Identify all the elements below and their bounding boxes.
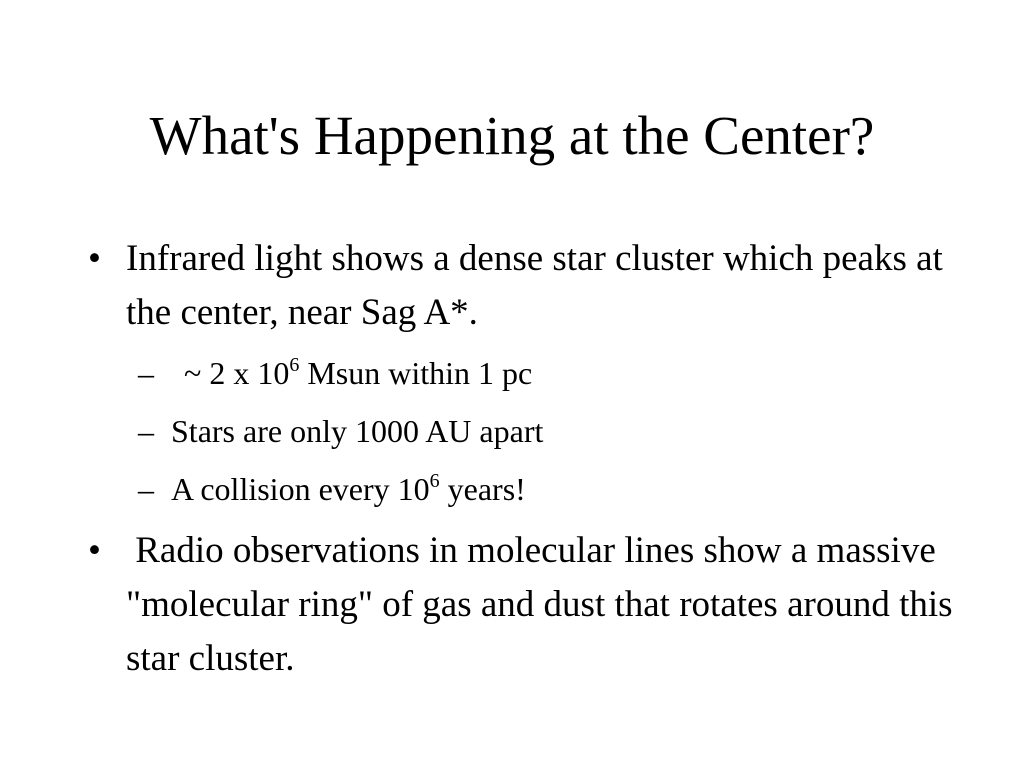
slide-title: What's Happening at the Center? <box>149 105 875 166</box>
sub-item-text <box>171 471 526 507</box>
sub-bullet-list <box>86 344 966 518</box>
sub-item-text <box>184 355 532 391</box>
bullet-item-radio <box>86 524 966 686</box>
sub-item-text: Stars are only 1000 AU apart <box>171 413 544 449</box>
bullet-text: Radio observations in molecular lines show a massive "molecular ring" of gas and dust that rotates around this star cluster. <box>126 530 962 679</box>
sub-item-text-before: ~ 2 x 10 <box>184 355 290 391</box>
sub-list-container <box>86 344 966 518</box>
sub-item-collision <box>86 460 966 518</box>
sub-item-text-before: A collision every 10 <box>171 471 430 507</box>
sub-item-mass <box>86 344 966 402</box>
bullet-icon: • <box>88 238 101 279</box>
exponent: 6 <box>289 354 300 376</box>
bullet-list <box>86 232 966 686</box>
sub-item-distance <box>86 402 966 460</box>
dash-icon: – <box>138 355 154 391</box>
sub-item-text-after: years! <box>439 471 526 507</box>
dash-icon: – <box>138 413 154 449</box>
exponent: 6 <box>429 470 440 492</box>
dash-icon: – <box>138 471 154 507</box>
bullet-text: Infrared light shows a dense star cluster which peaks at the center, near Sag A*. <box>126 238 943 333</box>
bullet-icon: • <box>88 530 101 571</box>
bullet-item-infrared <box>86 232 966 340</box>
sub-item-text-after: Msun within 1 pc <box>299 355 533 391</box>
